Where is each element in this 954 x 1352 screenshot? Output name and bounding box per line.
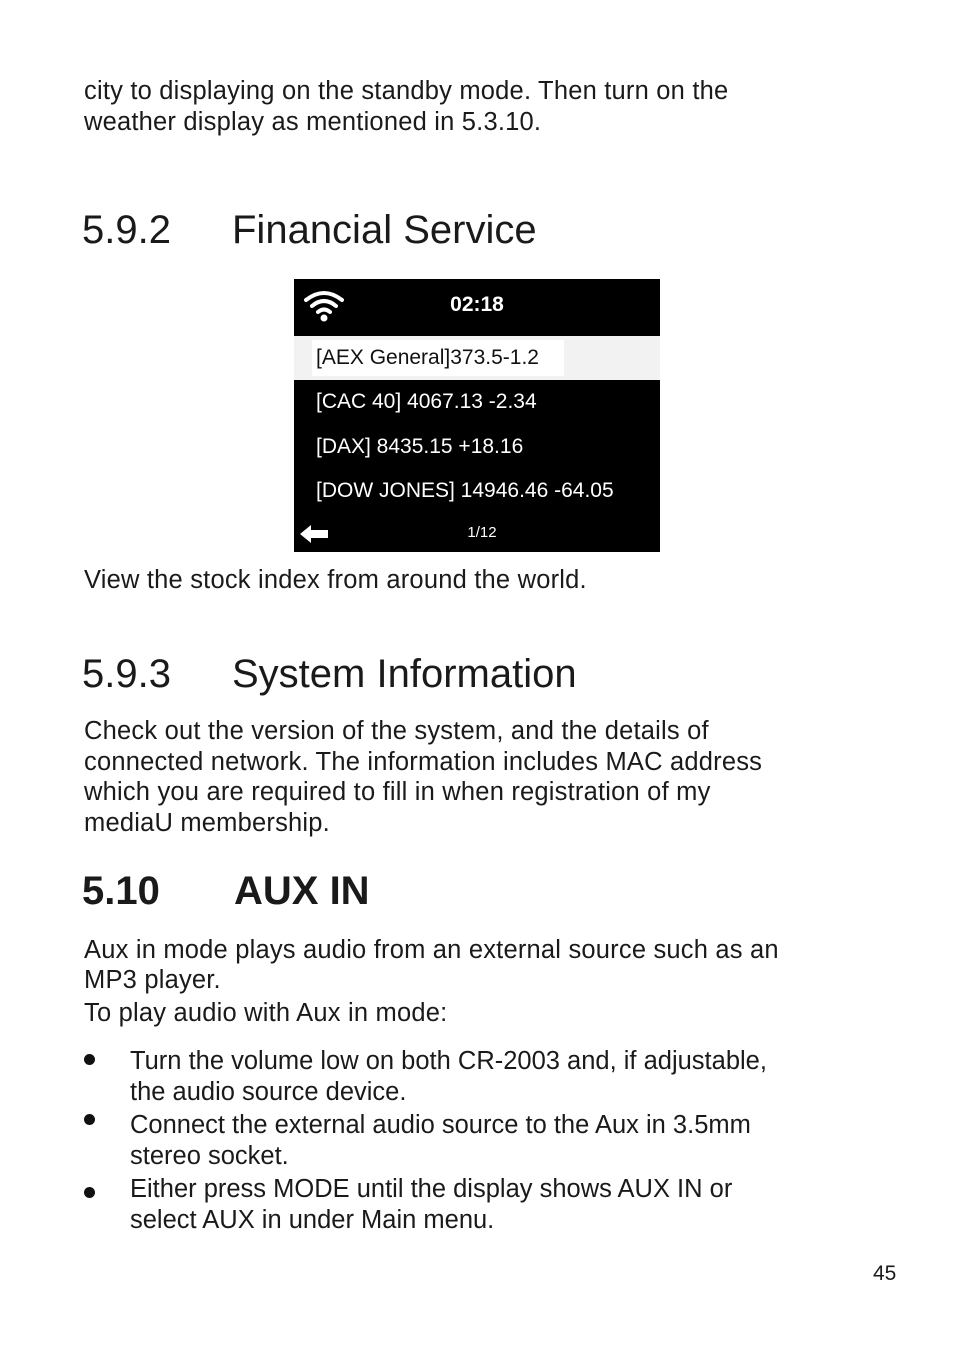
body-line: connected network. The information includes MAC address [84,748,763,776]
section-number: 5.9.3 [82,652,171,696]
bullet-icon [84,1187,95,1198]
page-number: 45 [873,1262,897,1285]
section-number: 5.9.2 [82,208,171,252]
heading-aux-in [82,868,370,914]
intro-line-1: city to displaying on the standby mode. Then turn on the [84,77,729,105]
device-screen-financial [294,279,660,552]
body-line: To play audio with Aux in mode: [84,999,448,1027]
list-item-text [130,1046,767,1107]
stock-row-label: [DAX] 8435.15 +18.16 [316,435,524,458]
heading-system-information [82,651,577,697]
body-line: Check out the version of the system, and the details of [84,717,709,745]
stock-row-selected[interactable] [294,336,660,380]
section-title: AUX IN [234,869,370,913]
caption-financial: View the stock index from around the world. [84,566,587,594]
list-item-text [130,1110,751,1171]
body-line: which you are required to fill in when registration of my [84,778,711,806]
list-item-text [130,1174,732,1235]
list-item-line: Connect the external audio source to the Aux in 3.5mm [130,1111,751,1139]
stock-row[interactable] [294,469,660,513]
list-item-line: the audio source device. [130,1077,407,1106]
stock-row-label: [CAC 40] 4067.13 -2.34 [316,390,537,413]
section-title: Financial Service [232,208,537,252]
body-line: MP3 player. [84,966,221,994]
stock-row[interactable] [294,425,660,469]
bullet-icon [84,1114,95,1125]
list-item-line: Either press MODE until the display shows AUX IN or [130,1175,733,1203]
clock: 02:18 [450,293,504,316]
bullet-icon [84,1054,95,1065]
status-bar [294,279,660,333]
stock-row-label: [AEX General]373.5-1.2 [316,346,539,369]
section-number: 5.10 [82,869,160,913]
body-line: mediaU membership. [84,809,330,837]
page-indicator: 1/12 [467,524,497,541]
intro-line-2: weather display as mentioned in 5.3.10. [84,108,542,136]
list-item-line: stereo socket. [130,1141,289,1170]
heading-financial-service [82,207,537,253]
screen-footer [294,517,660,552]
section-title: System Information [232,652,577,696]
stock-row[interactable] [294,380,660,424]
list-item-line: select AUX in under Main menu. [130,1205,495,1234]
list-item-line: Turn the volume low on both CR-2003 and, if adjustable, [130,1047,767,1075]
body-line: Aux in mode plays audio from an external source such as an [84,936,779,964]
stock-row-label: [DOW JONES] 14946.46 -64.05 [316,479,614,502]
